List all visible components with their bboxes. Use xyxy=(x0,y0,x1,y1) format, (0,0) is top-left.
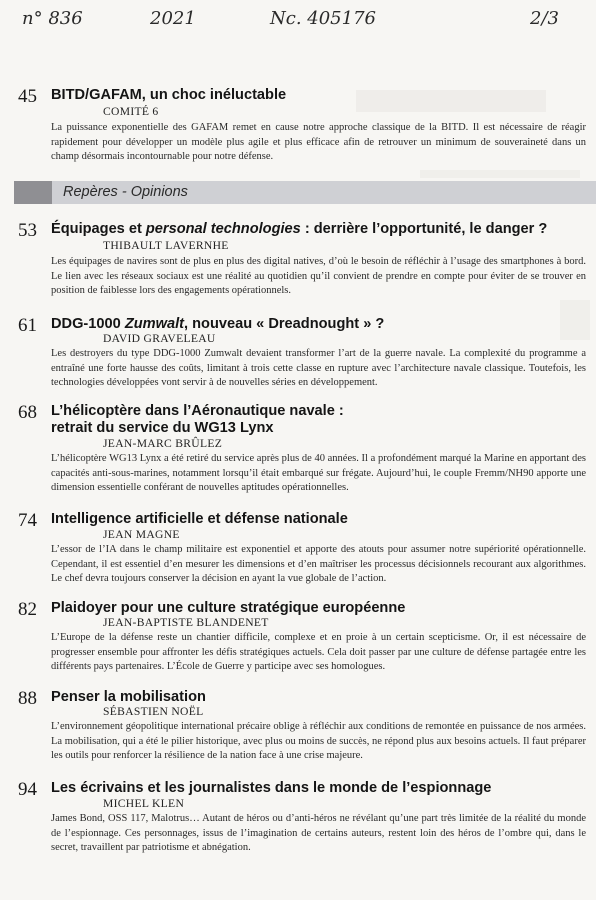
title-text: DDG-1000 xyxy=(51,316,125,332)
article-title: Les écrivains et les journalistes dans le monde de l’espionnage xyxy=(51,780,492,796)
article-title: Plaidoyer pour une culture stratégique européenne xyxy=(51,600,406,616)
section-title: Repères - Opinions xyxy=(63,184,188,200)
title-text: : derrière l’opportunité, le danger ? xyxy=(300,221,548,237)
article-author: JEAN-MARC BRÛLEZ xyxy=(103,437,223,450)
article-title: BITD/GAFAM, un choc inéluctable xyxy=(51,87,287,103)
page-number: 53 xyxy=(18,220,37,241)
section-header xyxy=(14,181,596,204)
article-author: MICHEL KLEN xyxy=(103,797,185,810)
article-summary: James Bond, OSS 117, Malotrus… Autant de héros ou d’anti-héros ne révélant qu’une part très limitée de la réalité du monde de l’espionnage. Ces personnages, issus de l’imagination de certains auteurs, restent loin des héros de l’ombre qui, dans le secret, travaillent par patriotisme et abnégation. xyxy=(51,813,586,854)
article-author: JEAN MAGNE xyxy=(103,528,180,541)
show-through-shape xyxy=(420,170,580,178)
article-summary: L’hélicoptère WG13 Lynx a été retiré du service après plus de 40 années. Il a profondément marqué la Marine en apportant des capacités anti-sous-marines, notamment lorsqu’il était embarqué sur frégate. Aujourd’hui, le couple Fremm/NH90 apporte une dimension essentielle conférant de nouvelles aptitudes opérationnelles. xyxy=(51,453,586,494)
article-title: Penser la mobilisation xyxy=(51,689,206,705)
page-number: 88 xyxy=(18,688,37,709)
article-title xyxy=(51,316,586,333)
page-number: 82 xyxy=(18,599,37,620)
article-summary: L’environnement géopolitique international précaire oblige à réfléchir aux conditions de remontée en puissance de nos armées. La mobilisation, qui a été le pilier historique, avec plus ou moins de succès, ne répond plus aux besoins actuels. Il faut préparer les outils pour renforcer la résilience de la nation face à une crise majeure. xyxy=(51,721,586,762)
page-number: 61 xyxy=(18,315,37,336)
title-italic-text: personal technologies xyxy=(145,221,301,237)
article-summary: Les destroyers du type DDG-1000 Zumwalt devaient transformer l’art de la guerre navale. La complexité du programme a entraîné une forte hausse des coûts, limitant à trois cette classe en rupture avec l’architecture navale classique. Toutefois, les technologies développées vont servir à de nouvelles séries en développement. xyxy=(51,348,586,389)
title-italic-text: Zumwalt xyxy=(124,316,184,332)
handwritten-reference: Nc. 405176 xyxy=(270,8,376,29)
handwritten-annotations xyxy=(0,2,596,36)
handwritten-issue-number: n° 836 xyxy=(22,8,83,29)
article-summary: L’Europe de la défense reste un chantier difficile, complexe et en proie à un certain scepticisme. Or, il est nécessaire de progresser ensemble pour affronter les défis stratégiques actuels. Cela doit passer par une culture de défense partagée entre les différents pays partenaires. L’École de Guerre y participe avec ses homologues. xyxy=(51,632,586,673)
article-summary: La puissance exponentielle des GAFAM remet en cause notre approche classique de la BITD. Il est nécessaire de réagir rapidement pour développer un modèle plus agile et plus efficace afin de retrouver un minimum de souveraineté dans un champ désormais incontournable pour notre défense. xyxy=(51,122,586,163)
article-summary: Les équipages de navires sont de plus en plus des digital natives, d’où le besoin de réfléchir à l’usage des smartphones à bord. Le lien avec les réseaux sociaux est une réalité au quotidien qu’il convient de prendre en compte pour éviter de se trouver en position de faiblesse lors des engagements opérationnels. xyxy=(51,256,586,297)
page-number: 74 xyxy=(18,510,37,531)
handwritten-page-marker: 2/3 xyxy=(530,8,559,29)
article-summary: L’essor de l’IA dans le champ militaire est exponentiel et apporte des atouts pour assumer notre supériorité opérationnelle. Cependant, il est essentiel d’en mesurer les dimensions et d’en maîtriser les processus décisionnels recourant aux algorithmes. Le chef devra toujours conserver la décision en ayant la vue globale de l’action. xyxy=(51,544,586,585)
page-number: 45 xyxy=(18,86,37,107)
article-author: THIBAULT LAVERNHE xyxy=(103,239,229,252)
article-author: DAVID GRAVELEAU xyxy=(103,332,216,345)
article-author: SÉBASTIEN NOËL xyxy=(103,705,204,718)
article-title: Intelligence artificielle et défense nationale xyxy=(51,511,348,527)
title-text: Équipages et xyxy=(51,221,146,237)
page-number: 94 xyxy=(18,779,37,800)
title-line: L’hélicoptère dans l’Aéronautique navale : xyxy=(51,403,344,419)
section-marker-square xyxy=(14,181,52,204)
article-author: COMITÉ 6 xyxy=(103,105,159,118)
title-line: retrait du service du WG13 Lynx xyxy=(51,420,274,436)
page-number: 68 xyxy=(18,402,37,423)
title-text: , nouveau « Dreadnought » ? xyxy=(184,316,385,332)
article-title xyxy=(51,221,586,238)
handwritten-year: 2021 xyxy=(150,8,196,29)
article-title xyxy=(51,403,586,437)
article-author: JEAN-BAPTISTE BLANDENET xyxy=(103,616,269,629)
